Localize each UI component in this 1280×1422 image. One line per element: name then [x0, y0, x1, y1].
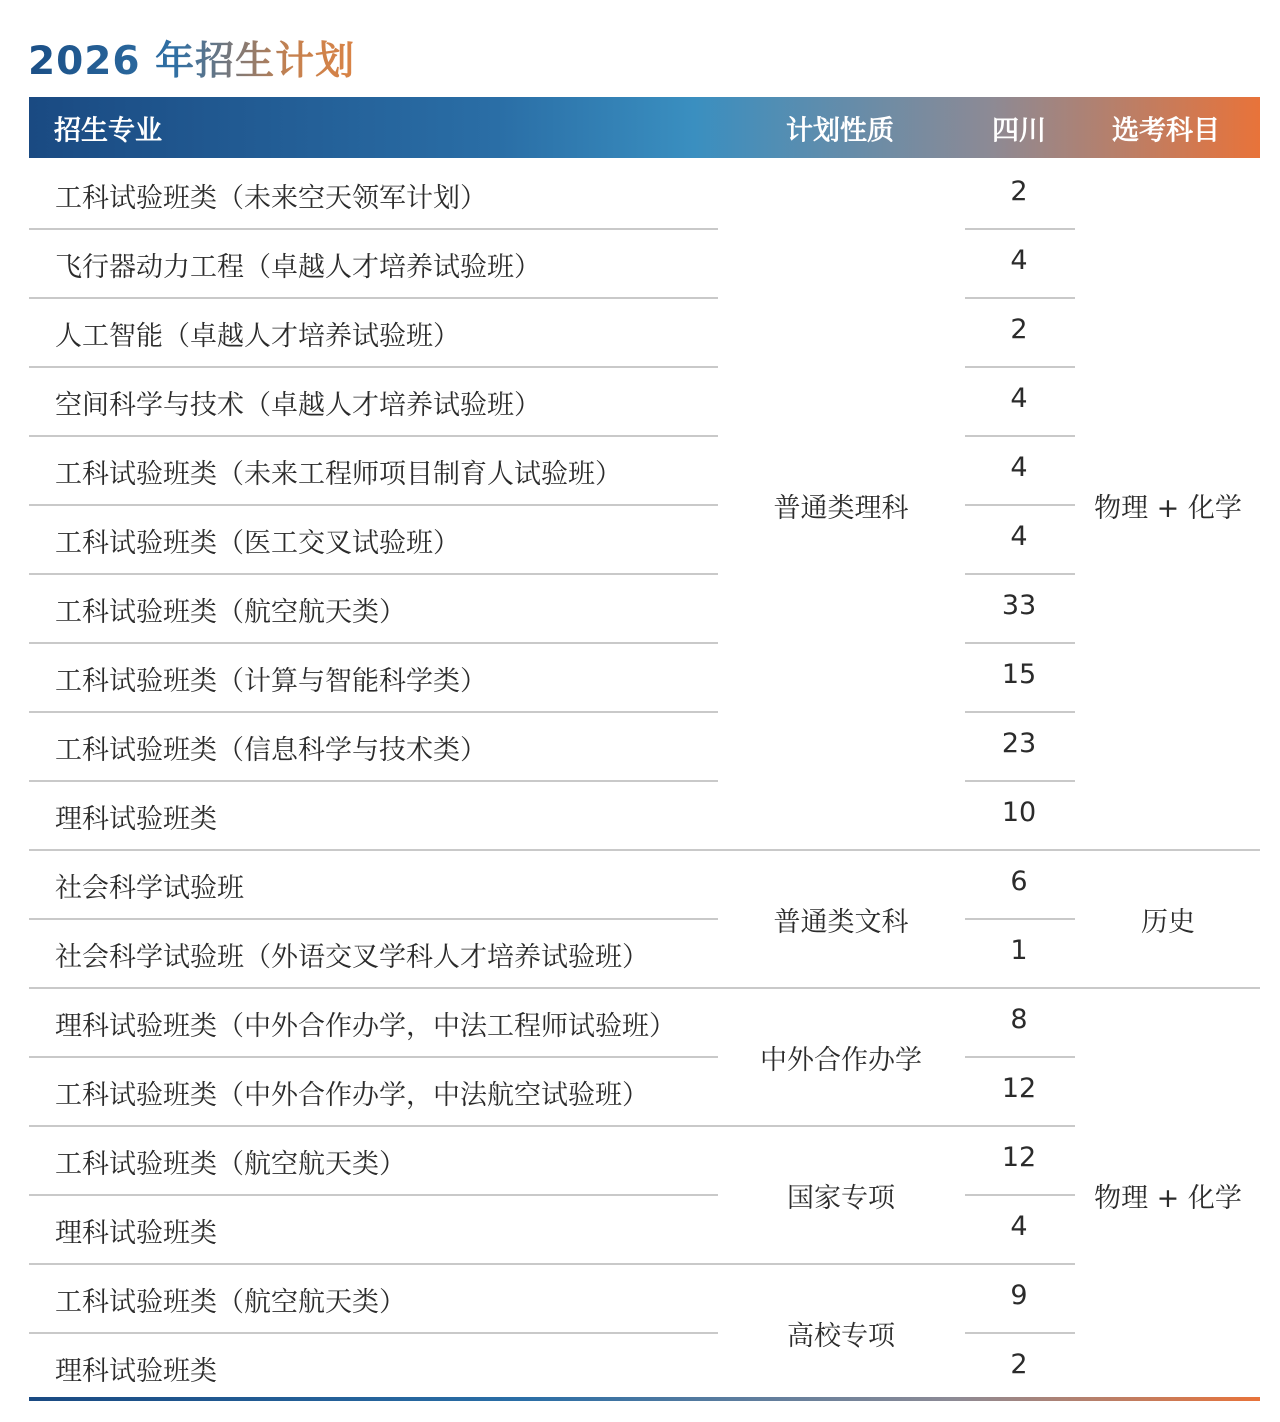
- row-major: 工科试验班类（未来工程师项目制育人试验班）: [55, 458, 622, 490]
- subject-requirement-cell: 物理 + 化学: [1094, 1183, 1242, 1214]
- row-divider: [29, 435, 718, 437]
- row-divider: [29, 573, 718, 575]
- row-divider: [965, 987, 1075, 989]
- plan-nature-cell: 普通类理科: [773, 493, 909, 524]
- row-divider: [965, 297, 1075, 299]
- row-divider: [718, 849, 965, 851]
- row-divider: [29, 711, 718, 713]
- row-major: 理科试验班类: [55, 803, 217, 835]
- row-divider: [965, 711, 1075, 713]
- row-major: 理科试验班类: [55, 1355, 217, 1387]
- row-divider: [965, 1125, 1075, 1127]
- row-sichuan-count: 4: [1010, 382, 1028, 414]
- row-divider: [965, 849, 1075, 851]
- row-sichuan-count: 1: [1010, 934, 1028, 966]
- row-major: 工科试验班类（航空航天类）: [55, 596, 406, 628]
- row-divider: [965, 573, 1075, 575]
- row-sichuan-count: 2: [1010, 313, 1028, 345]
- row-major: 工科试验班类（医工交叉试验班）: [55, 527, 460, 559]
- row-sichuan-count: 4: [1010, 1210, 1028, 1242]
- row-sichuan-count: 10: [1001, 796, 1037, 828]
- row-sichuan-count: 8: [1010, 1003, 1028, 1035]
- plan-nature-cell: 普通类文科: [773, 907, 909, 938]
- row-divider: [29, 780, 718, 782]
- row-sichuan-count: 6: [1010, 865, 1028, 897]
- page-title: 2026 年招生计划: [28, 30, 355, 86]
- bottom-bar: [29, 1397, 1260, 1401]
- row-sichuan-count: 33: [1001, 589, 1037, 621]
- row-sichuan-count: 9: [1010, 1279, 1028, 1311]
- row-divider: [965, 435, 1075, 437]
- row-sichuan-count: 2: [1010, 1348, 1028, 1380]
- row-sichuan-count: 2: [1010, 175, 1028, 207]
- row-major: 社会科学试验班（外语交叉学科人才培养试验班）: [55, 941, 649, 973]
- row-divider: [965, 642, 1075, 644]
- row-major: 社会科学试验班: [55, 872, 244, 904]
- row-divider: [965, 1263, 1075, 1265]
- row-sichuan-count: 4: [1010, 451, 1028, 483]
- row-divider: [1075, 849, 1260, 851]
- row-major: 人工智能（卓越人才培养试验班）: [55, 320, 460, 352]
- row-major: 空间科学与技术（卓越人才培养试验班）: [55, 389, 541, 421]
- row-major: 工科试验班类（未来空天领军计划）: [55, 182, 487, 214]
- row-divider: [29, 297, 718, 299]
- row-major: 工科试验班类（计算与智能科学类）: [55, 665, 487, 697]
- header-major: 招生专业: [54, 115, 162, 146]
- row-major: 工科试验班类（航空航天类）: [55, 1286, 406, 1318]
- row-divider: [29, 918, 718, 920]
- row-divider: [29, 987, 718, 989]
- subject-requirement-cell: 历史: [1141, 907, 1195, 938]
- header-plan-nature: 计划性质: [786, 115, 894, 146]
- row-major: 工科试验班类（航空航天类）: [55, 1148, 406, 1180]
- row-divider: [29, 849, 718, 851]
- row-sichuan-count: 23: [1001, 727, 1037, 759]
- row-sichuan-count: 4: [1010, 244, 1028, 276]
- row-major: 工科试验班类（信息科学与技术类）: [55, 734, 487, 766]
- row-divider: [29, 1263, 718, 1265]
- row-divider: [965, 228, 1075, 230]
- row-divider: [29, 504, 718, 506]
- row-major: 理科试验班类: [55, 1217, 217, 1249]
- row-divider: [29, 1194, 718, 1196]
- row-divider: [718, 987, 965, 989]
- row-sichuan-count: 12: [1001, 1072, 1037, 1104]
- plan-nature-cell: 高校专项: [787, 1321, 895, 1352]
- subject-requirement-cell: 物理 + 化学: [1094, 493, 1242, 524]
- row-divider: [965, 366, 1075, 368]
- row-divider: [965, 918, 1075, 920]
- row-major: 工科试验班类（中外合作办学，中法航空试验班）: [55, 1079, 649, 1111]
- row-divider: [29, 1056, 718, 1058]
- row-divider: [29, 366, 718, 368]
- row-divider: [29, 642, 718, 644]
- row-divider: [718, 1263, 965, 1265]
- row-major: 理科试验班类（中外合作办学，中法工程师试验班）: [55, 1010, 676, 1042]
- row-divider: [965, 1332, 1075, 1334]
- row-sichuan-count: 4: [1010, 520, 1028, 552]
- row-divider: [718, 1125, 965, 1127]
- header-sichuan: 四川: [992, 115, 1046, 146]
- row-divider: [1075, 987, 1260, 989]
- row-divider: [965, 1056, 1075, 1058]
- plan-nature-cell: 中外合作办学: [760, 1045, 922, 1076]
- row-divider: [965, 504, 1075, 506]
- row-divider: [965, 1194, 1075, 1196]
- row-divider: [29, 1125, 718, 1127]
- row-divider: [29, 1332, 718, 1334]
- row-divider: [29, 228, 718, 230]
- row-sichuan-count: 12: [1001, 1141, 1037, 1173]
- plan-nature-cell: 国家专项: [787, 1183, 895, 1214]
- row-major: 飞行器动力工程（卓越人才培养试验班）: [55, 251, 541, 283]
- row-divider: [965, 780, 1075, 782]
- row-sichuan-count: 15: [1001, 658, 1037, 690]
- header-subject: 选考科目: [1112, 115, 1220, 146]
